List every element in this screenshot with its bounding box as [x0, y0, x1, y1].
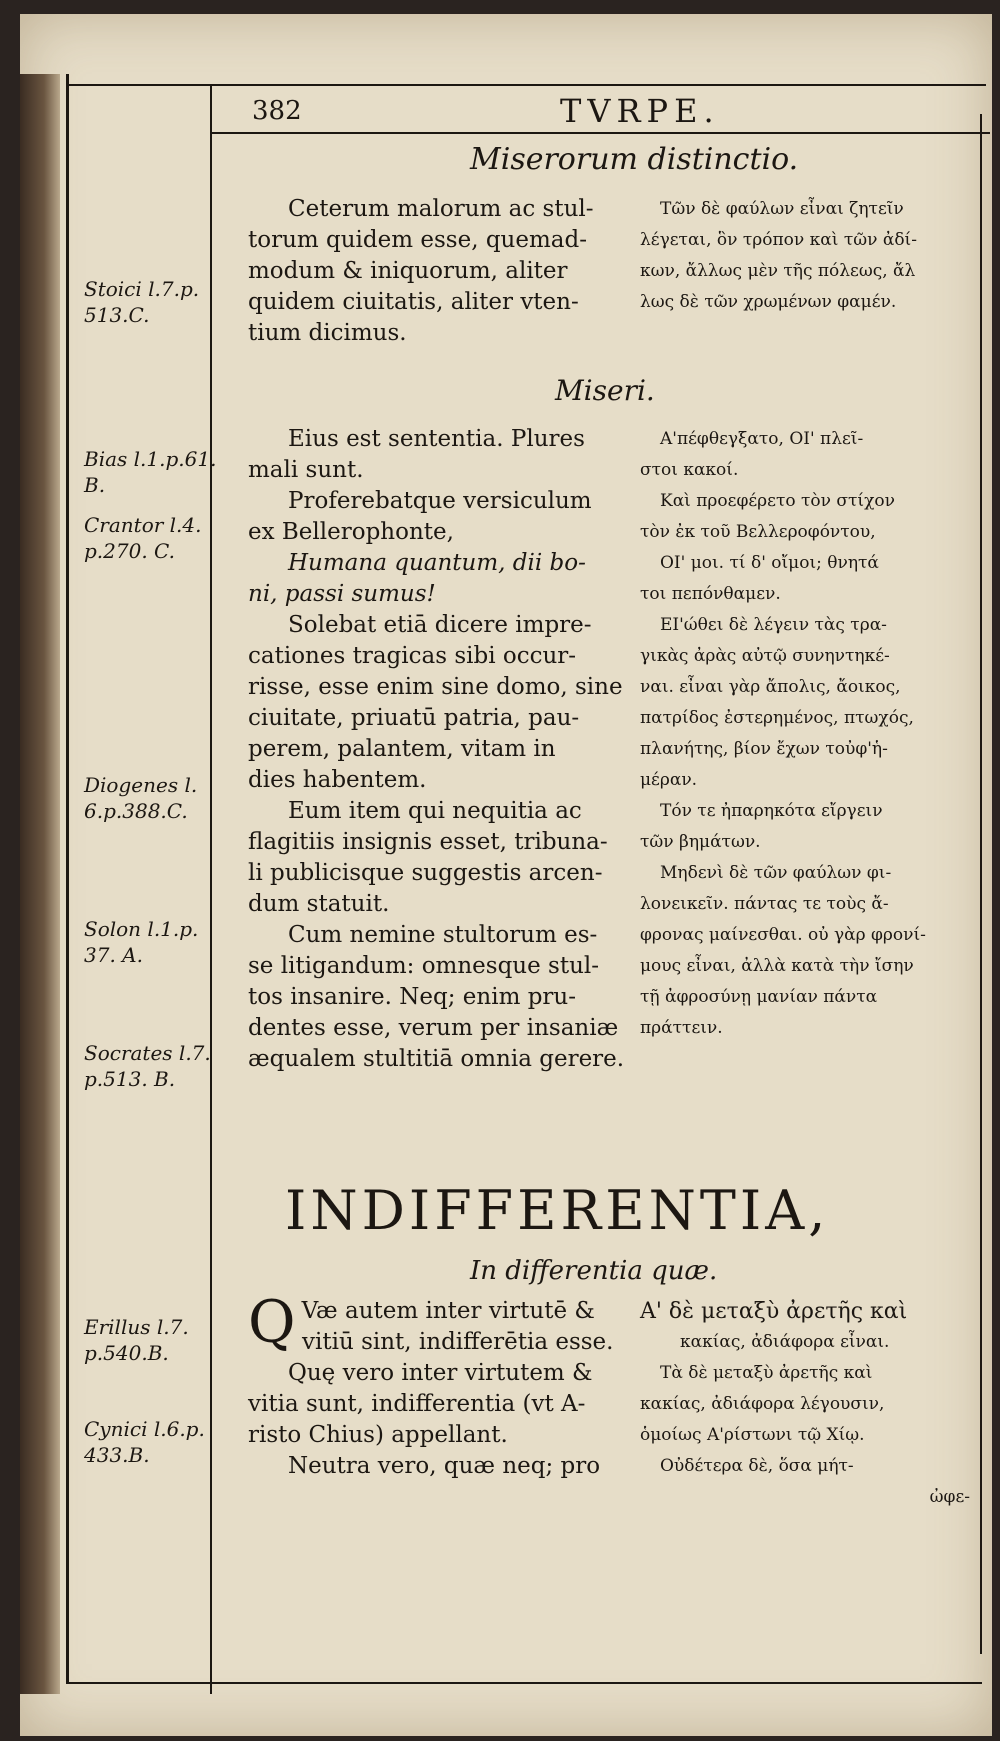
- section-heading-miseri: Miseri.: [555, 374, 655, 407]
- latin-line: quidem ciuitatis, aliter vten-: [248, 289, 579, 315]
- latin-line: Ceterum malorum ac stul-: [288, 196, 594, 222]
- section-subheading: In differentia quæ.: [470, 1256, 718, 1286]
- margin-note: Solon l.1.p. 37. A.: [84, 917, 199, 967]
- latin-line: tium dicimus.: [248, 320, 407, 346]
- greek-line: μέραν.: [640, 770, 698, 790]
- greek-line: κων, ἄλλως μὲν τῆς πόλεως, ἄλ: [640, 261, 916, 281]
- greek-line: ΕΙ'ώθει δὲ λέγειν τὰς τρα-: [660, 615, 887, 635]
- latin-line: Quę vero inter virtutem &: [288, 1360, 593, 1386]
- greek-line: τοι πεπόνθαμεν.: [640, 584, 781, 604]
- greek-line: τῶν βημάτων.: [640, 832, 761, 852]
- greek-line: φρονας μαίνεσθαι. οὐ γὰρ φρονί-: [640, 925, 926, 945]
- latin-line: risto Chius) appellant.: [248, 1422, 508, 1448]
- latin-line: ex Bellerophonte,: [248, 519, 454, 545]
- page-number: 382: [252, 96, 302, 126]
- drop-cap: Q: [248, 1288, 296, 1356]
- latin-line: Eius est sententia. Plures: [288, 426, 585, 452]
- latin-line: dies habentem.: [248, 767, 427, 793]
- margin-note: Bias l.1.p.61. B.: [84, 447, 217, 497]
- greek-line: ναι. εἶναι γὰρ ἄπολις, ἄοικος,: [640, 677, 901, 697]
- latin-line: torum quidem esse, quemad-: [248, 227, 587, 253]
- latin-line: perem, palantem, vitam in: [248, 736, 556, 762]
- outer-left-rule: [66, 74, 69, 1684]
- bottom-rule: [66, 1682, 982, 1684]
- top-rule: [66, 84, 986, 86]
- greek-line: λέγεται, ὃν τρόπον καὶ τῶν ἀδί-: [640, 230, 917, 250]
- greek-line: ΟΙ' μοι. τί δ' οἴμοι; θνητά: [660, 553, 879, 573]
- section-heading-miserorum: Miserorum distinctio.: [470, 142, 799, 177]
- margin-note: Erillus l.7. p.540.B.: [84, 1315, 189, 1365]
- greek-line: Καὶ προεφέρετο τὸν στίχον: [660, 491, 895, 511]
- greek-line: πλανήτης, βίον ἔχων τοὐφ'ἡ-: [640, 739, 888, 759]
- latin-line: vitia sunt, indifferentia (vt A-: [248, 1391, 586, 1417]
- greek-text-block: [640, 424, 990, 1044]
- latin-text-block: [248, 424, 648, 1075]
- latin-line: flagitiis insignis esset, tribuna-: [248, 829, 608, 855]
- greek-line: Α' δὲ μεταξὺ ἀρετῆς καὶ: [640, 1299, 908, 1324]
- greek-line: ὠφε-: [929, 1487, 970, 1507]
- greek-line: Μηδενὶ δὲ τῶν φαύλων φι-: [660, 863, 892, 883]
- greek-line: Τῶν δὲ φαύλων εἶναι ζητεῖν: [660, 199, 904, 219]
- greek-line: τῇ ἀφροσύνῃ μανίαν πάντα: [640, 987, 878, 1007]
- latin-line: dentes esse, verum per insaniæ: [248, 1015, 619, 1041]
- greek-line: στοι κακοί.: [640, 460, 739, 480]
- book-spine: [20, 74, 60, 1694]
- greek-line: λονεικεῖν. πάντας τε τοὺς ἄ-: [640, 894, 889, 914]
- latin-line: dum statuit.: [248, 891, 390, 917]
- greek-line: Τόν τε ἠπαρηκότα εἴργειν: [660, 801, 883, 821]
- greek-line: μους εἶναι, ἀλλὰ κατὰ τὴν ἴσην: [640, 956, 914, 976]
- latin-line: Cum nemine stultorum es-: [288, 922, 598, 948]
- latin-line: tos insanire. Neq; enim pru-: [248, 984, 577, 1010]
- latin-line: ni, passi sumus!: [248, 581, 436, 607]
- latin-line: Neutra vero, quæ neq; pro: [288, 1453, 601, 1479]
- greek-line: πατρίδος ἐστερημένος, πτωχός,: [640, 708, 914, 728]
- margin-note: Stoici l.7.p. 513.C.: [84, 277, 200, 327]
- margin-note: Diogenes l. 6.p.388.C.: [84, 773, 198, 823]
- latin-line: Eum item qui nequitia ac: [288, 798, 582, 824]
- greek-line: Α'πέφθεγξατο, ΟΙ' πλεῖ-: [660, 429, 864, 449]
- greek-text-block: [640, 1296, 990, 1513]
- margin-note: Socrates l.7. p.513. B.: [84, 1041, 211, 1091]
- greek-line: Οὐδέτερα δὲ, ὅσα μήτ-: [660, 1456, 854, 1476]
- latin-line: risse, esse enim sine domo, sine: [248, 674, 623, 700]
- latin-line: mali sunt.: [248, 457, 364, 483]
- greek-line: λως δὲ τῶν χρωμένων φαμέν.: [640, 292, 897, 312]
- latin-line: Proferebatque versiculum: [288, 488, 592, 514]
- greek-text-block: [640, 194, 990, 318]
- latin-line: Humana quantum, dii bo-: [288, 550, 586, 576]
- greek-line: τὸν ἐκ τοῦ Βελλεροφόντου,: [640, 522, 876, 542]
- latin-line: se litigandum: omnesque stul-: [248, 953, 600, 979]
- greek-line: κακίας, ἀδιάφορα εἶναι.: [680, 1332, 890, 1352]
- latin-line: vitiū sint, indifferētia esse.: [302, 1329, 614, 1355]
- margin-note: Crantor l.4. p.270. C.: [84, 513, 202, 563]
- section-heading-indifferentia: INDIFFERENTIA,: [285, 1179, 830, 1242]
- greek-line: πράττειν.: [640, 1018, 723, 1038]
- latin-text-block: [248, 194, 628, 349]
- margin-note: Cynici l.6.p. 433.B.: [84, 1417, 205, 1467]
- latin-text-block: [248, 1288, 628, 1482]
- greek-line: κακίας, ἀδιάφορα λέγουσιν,: [640, 1394, 885, 1414]
- latin-line: æqualem stultitiā omnia gerere.: [248, 1046, 625, 1072]
- latin-line: li publicisque suggestis arcen-: [248, 860, 603, 886]
- book-page: [20, 14, 992, 1736]
- latin-line: ciuitate, priuatū patria, pau-: [248, 705, 580, 731]
- running-title: TVRPE.: [560, 92, 720, 130]
- greek-line: γικὰς ἀρὰς αὐτῷ συνηντηκέ-: [640, 646, 890, 666]
- greek-line: Τὰ δὲ μεταξὺ ἀρετῆς καὶ: [660, 1363, 873, 1383]
- latin-line: cationes tragicas sibi occur-: [248, 643, 577, 669]
- latin-line: modum & iniquorum, aliter: [248, 258, 568, 284]
- greek-line: ὁμοίως Α'ρίστωνι τῷ Χίῳ.: [640, 1425, 865, 1445]
- latin-line-text: Væ autem inter virtutē &: [301, 1298, 595, 1324]
- header-rule: [210, 132, 990, 134]
- latin-line: Solebat etiā dicere impre-: [288, 612, 592, 638]
